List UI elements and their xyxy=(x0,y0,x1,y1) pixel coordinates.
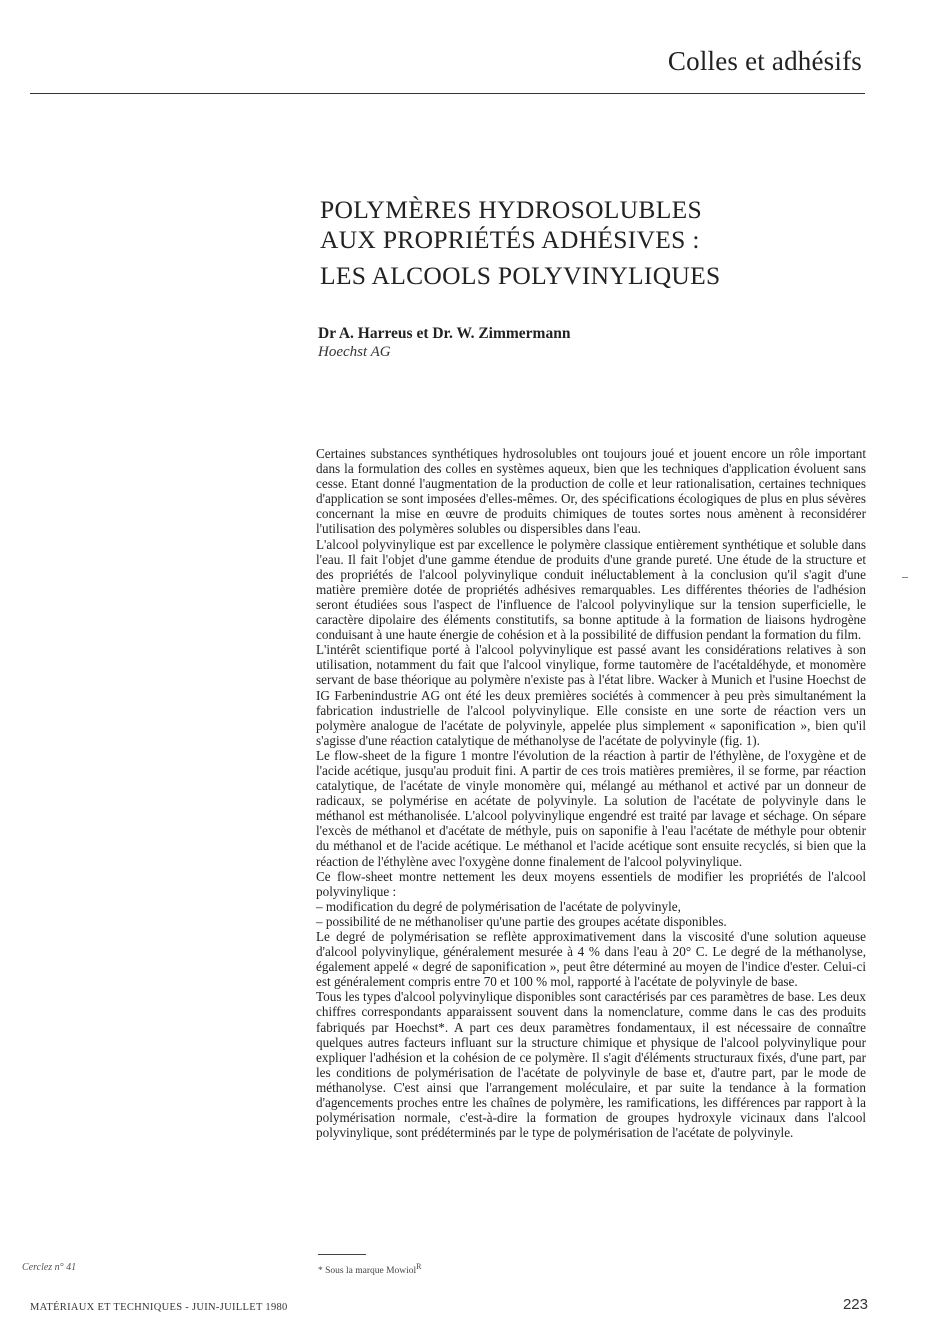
article-body xyxy=(316,446,866,1140)
header-rule xyxy=(30,93,865,94)
footnote-rule xyxy=(318,1254,366,1255)
paragraph: Le degré de polymérisation se reflète approximativement dans la viscosité d'une solution aqueuse d'alcool polyvinylique, généralement mesurée à 4 % dans l'eau à 20° C. Le degré de la méthanolyse, également appelé « degré de saponification », peut être déterminé au moyen de l'indice d'ester. Celui-ci est généralement compris entre 70 et 100 % mol, rapporté à l'acétate de polyvinyle de base. xyxy=(316,929,866,990)
reader-service-note: Cerclez n° 41 xyxy=(22,1262,77,1273)
footnote-superscript: R xyxy=(416,1262,422,1271)
author-affiliation: Hoechst AG xyxy=(318,344,391,360)
paragraph: Certaines substances synthétiques hydrosolubles ont toujours joué et jouent encore un rôle important dans la formulation des colles en systèmes aqueux, bien que les techniques d'application évoluent sans cesse. Etant donné l'augmentation de la production de colle et leur rationalisation, certaines techniques d'application se sont imposées d'elles-mêmes. Or, des spécifications écologiques de plus en plus sévères concernant la mise en œuvre de produits chimiques de toutes sortes nous amènent à reconsidérer l'utilisation des polymères solubles ou dispersibles dans l'eau. xyxy=(316,446,866,537)
footnote xyxy=(318,1262,422,1276)
paragraph: Le flow-sheet de la figure 1 montre l'évolution de la réaction à partir de l'éthylène, de l'oxygène et de l'acide acétique, jusqu'au produit fini. A partir de ces trois matières premières, il se forme, par réaction catalytique, de l'acétate de vinyle monomère qui, mélangé au méthanol et activé par un donneur de radicaux, se polymérise en acétate de polyvinyle. La solution de l'acétate de polyvinyle dans le méthanol est méthanolisée. L'alcool polyvinylique engendré est traité par lavage et séchage. On sépare l'excès de méthanol et d'acétate de méthyle, puis on saponifie à l'eau l'acétate de méthyle pour obtenir du méthanol et de l'acide acétique. Le méthanol et l'acide acétique sont ensuite recyclés, si bien que la réaction de l'éthylène avec l'oxygène donne finalement de l'alcool polyvinylique. xyxy=(316,747,866,869)
paragraph: Tous les types d'alcool polyvinylique disponibles sont caractérisés par ces paramètres de base. Les deux chiffres correspondants apparaissent souvent dans la nomenclature, comme dans le cas des produits fabriqués par Hoechst*. A part ces deux paramètres fondamentaux, il est nécessaire de connaître quelques autres facteurs influant sur la structure chimique et physique de l'alcool polyvinylique pour expliquer l'adhésion et la cohésion de ce polymère. Il s'agit d'éléments structuraux fixés, d'une part, par les conditions de polymérisation de l'acétate de polyvinyle de base et, d'autre part, par le mode de méthanolyse. C'est ainsi que l'arrangement moléculaire, et par suite la tendance à la formation d'agencements proches entre les chaînes de polymère, les ramifications, les différences par rapport à la polymérisation normale, c'est-à-dire la formation de groupes hydroxyle vicinaux dans l'alcool polyvinylique, sont prédéterminés par le type de polymérisation de l'acétate de polyvinyle. xyxy=(316,989,866,1141)
article-title xyxy=(320,195,840,291)
paragraph: L'intérêt scientifique porté à l'alcool polyvinylique est passé avant les considérations relatives à son utilisation, notamment du fait que l'alcool vinylique, forme tautomère de l'acétaldéhyde, et monomère servant de base théorique au polymère n'existe pas à l'état libre. Wacker à Munich et l'usine Hoechst de IG Farbenindustrie AG ont été les deux premières sociétés à commencer à peu près simultanément la fabrication industrielle de l'alcool polyvinylique. Elle consiste en une sorte de réaction vers un polymère analogue de l'acétate de polyvinyle, appelée plus simplement « saponification », bien qu'il s'agisse d'une réaction catalytique de méthanolyse de l'acétate de polyvinyle (fig. 1). xyxy=(316,642,866,748)
section-title: Colles et adhésifs xyxy=(667,46,862,76)
margin-mark xyxy=(902,577,908,578)
journal-name: MATÉRIAUX ET TECHNIQUES - JUIN-JUILLET 1980 xyxy=(30,1302,288,1313)
list-item: – modification du degré de polymérisation de l'acétate de polyvinyle, xyxy=(316,898,681,914)
title-line-3: LES ALCOOLS POLYVINYLIQUES xyxy=(320,261,721,290)
footnote-text: * Sous la marque Mowiol xyxy=(318,1266,417,1277)
paragraph: L'alcool polyvinylique est par excellence le polymère classique entièrement synthétique et soluble dans l'eau. Il fait l'objet d'une gamme étendue de produits d'une grande pureté. Une étude de la structure et des propriétés de l'alcool polyvinylique conduit inéluctablement à la conclusion qu'il s'agit d'une matière première dotée de propriétés adhésives remarquables. Les différentes théories de l'adhésion seront étudiées sous l'aspect de l'influence de l'alcool polyvinylique sur la tension superficielle, le caractère dipolaire des éléments constitutifs, sa bonne aptitude à la formation de liaisons hydrogène conduisant à une haute énergie de cohésion et à la possibilité de diffusion pendant la formation du film. xyxy=(316,536,866,643)
article-authors: Dr A. Harreus et Dr. W. Zimmermann xyxy=(318,325,571,342)
list-item: – possibilité de ne méthanoliser qu'une partie des groupes acétate disponibles. xyxy=(316,913,727,929)
paragraph: Ce flow-sheet montre nettement les deux moyens essentiels de modifier les propriétés de l'alcool polyvinylique : xyxy=(316,868,866,899)
page-number: 223 xyxy=(842,1296,868,1313)
title-line-1: POLYMÈRES HYDROSOLUBLES xyxy=(320,195,702,224)
title-line-2: AUX PROPRIÉTÉS ADHÉSIVES : xyxy=(320,225,700,254)
